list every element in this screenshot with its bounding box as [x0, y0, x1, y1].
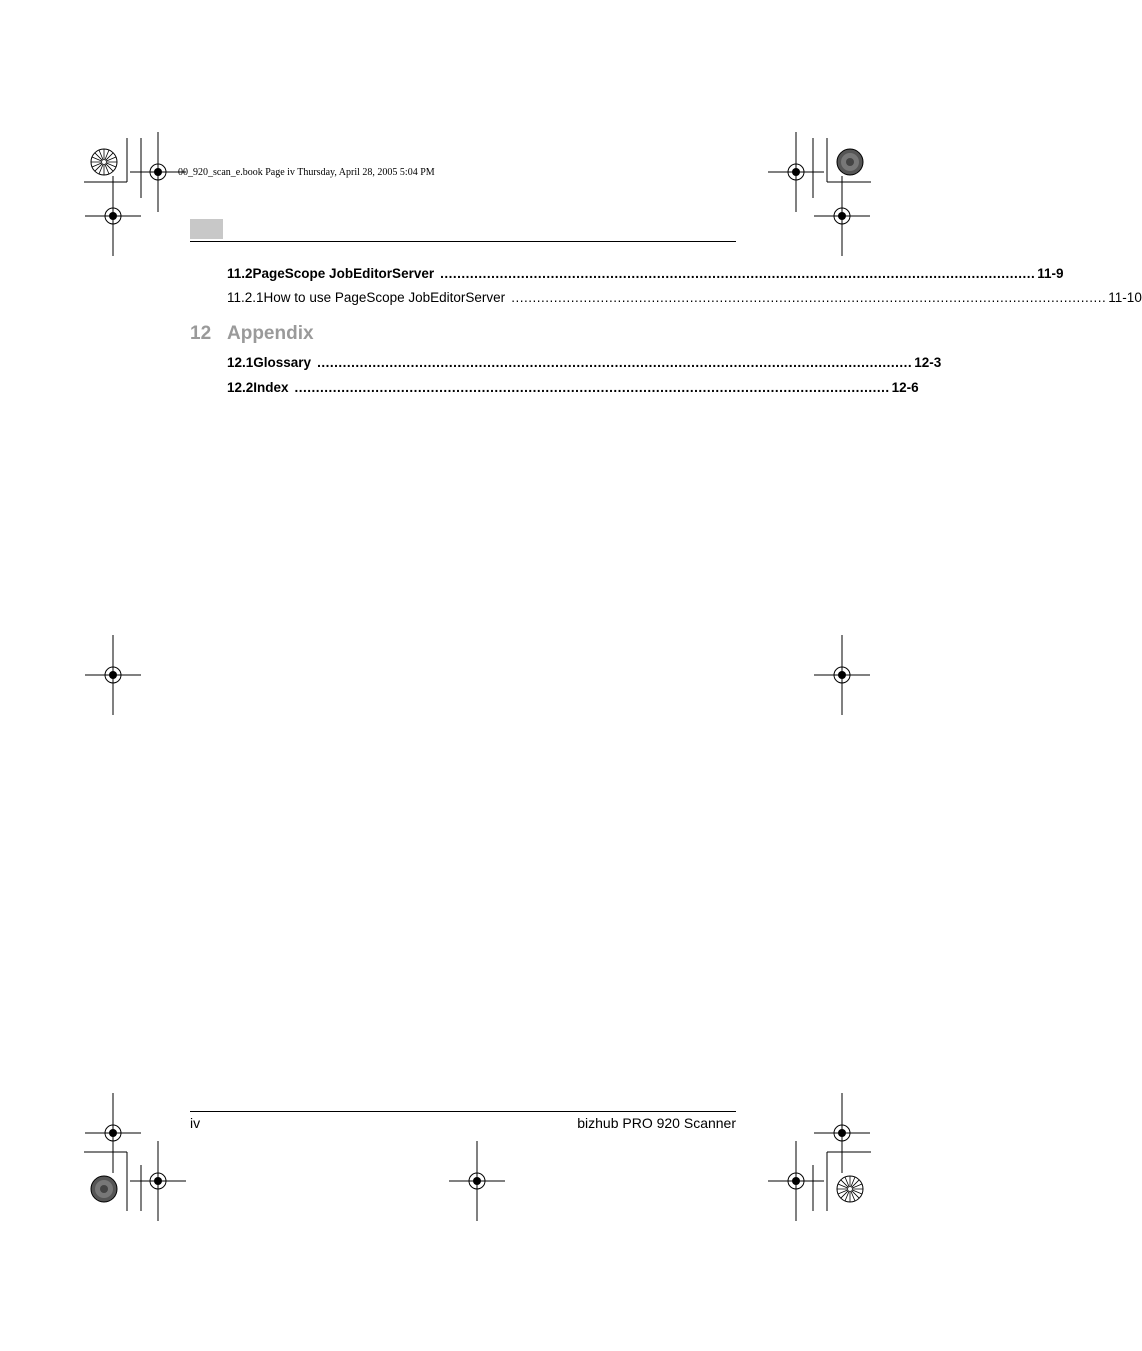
toc-entry-page: 12-6 [891, 380, 919, 395]
print-slug: 00_920_scan_e.book Page iv Thursday, April 28, 2005 5:04 PM [178, 167, 435, 178]
footer-rule [190, 1111, 736, 1112]
toc-leader-dots: ............................................................................................................................................ [317, 355, 913, 370]
toc-entry-title: PageScope JobEditorServer [252, 266, 435, 281]
toc-entry[interactable] [227, 355, 942, 373]
footer-page-number: iv [190, 1115, 201, 1131]
toc-entry-page: 12-3 [914, 355, 942, 370]
toc-entry-number: 12.1 [227, 355, 254, 370]
toc-entry[interactable] [227, 380, 919, 398]
toc-entry-title: Glossary [253, 355, 312, 370]
toc-entry-title: How to use PageScope JobEditorServer [263, 290, 506, 305]
toc-entry-number: 12.2 [227, 380, 254, 395]
toc-leader-dots: ............................................................................................................................................ [440, 266, 1036, 281]
toc-entry-number: 11.2 [227, 266, 253, 281]
toc-entry[interactable] [227, 290, 1142, 308]
chapter-title: Appendix [227, 323, 314, 344]
chapter-number: 12 [190, 323, 212, 344]
toc-entry-page: 11-10 [1108, 290, 1142, 305]
toc-leader-dots: ............................................................................................................................................ [511, 290, 1107, 305]
toc-entry-title: Index [253, 380, 289, 395]
chapter-heading [190, 323, 314, 345]
header-rule [190, 241, 736, 242]
footer-product-name: bizhub PRO 920 Scanner [577, 1115, 736, 1131]
toc-entry-number: 11.2.1 [227, 290, 264, 305]
toc-entry-page: 11-9 [1037, 266, 1064, 281]
chapter-tab [190, 219, 223, 239]
toc-leader-dots: ............................................................................................................................................ [294, 380, 890, 395]
toc-entry[interactable] [227, 266, 1064, 284]
